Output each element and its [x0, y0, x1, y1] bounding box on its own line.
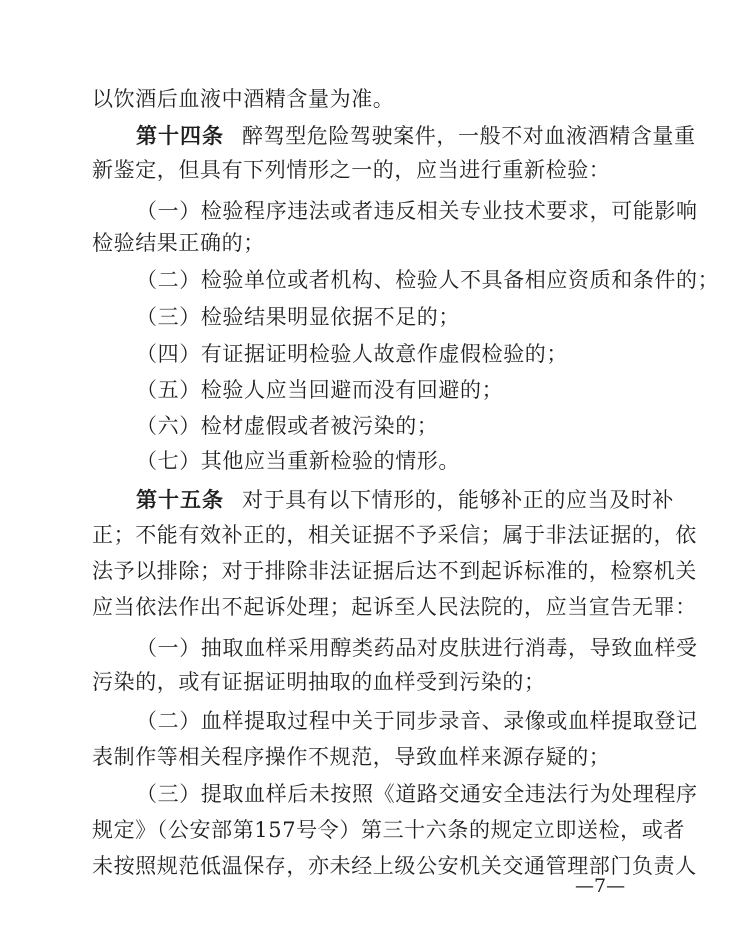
article-15-paragraph	[136, 485, 674, 515]
text-line: 应当依法作出不起诉处理；起诉至人民法院的，应当宣告无罪：	[92, 595, 697, 619]
text-line: 以饮酒后血液中酒精含量为准。	[92, 87, 395, 111]
text-line: 规定》（公安部第157号令）第三十六条的规定立即送检，或者	[92, 818, 685, 842]
list-item: （二）检验单位或者机构、检验人不具备相应资质和条件的；	[136, 268, 720, 292]
list-item: （三）检验结果明显依据不足的；	[136, 305, 460, 329]
list-item: （四）有证据证明检验人故意作虚假检验的；	[136, 342, 568, 366]
text-line: 表制作等相关程序操作不规范，导致血样来源存疑的；	[92, 745, 611, 769]
list-item: （六）检材虚假或者被污染的；	[136, 414, 439, 438]
list-item: （三）提取血样后未按照《道路交通安全违法行为处理程序	[136, 782, 698, 806]
list-item: （二）血样提取过程中关于同步录音、录像或血样提取登记	[136, 709, 698, 733]
article-heading: 第十四条	[136, 123, 224, 148]
text-line: 法予以排除；对于排除非法证据后达不到起诉标准的，检察机关	[92, 559, 697, 583]
text-line: 对于具有以下情形的，能够补正的应当及时补	[242, 488, 674, 512]
article-heading: 第十五条	[136, 487, 224, 512]
text-line: 正；不能有效补正的，相关证据不予采信；属于非法证据的，依	[92, 523, 697, 547]
list-item: （一）抽取血样采用醇类药品对皮肤进行消毒，导致血样受	[136, 636, 698, 660]
text-line: 未按照规范低温保存，亦未经上级公安机关交通管理部门负责人	[92, 854, 697, 878]
list-item: （五）检验人应当回避而没有回避的；	[136, 378, 504, 402]
article-14-paragraph	[136, 121, 696, 151]
text-line: 醉驾型危险驾驶案件，一般不对血液酒精含量重	[242, 124, 696, 148]
text-line: 检验结果正确的；	[92, 231, 265, 255]
list-item: （七）其他应当重新检验的情形。	[136, 449, 460, 473]
page-number: —7—	[575, 875, 626, 897]
list-item: （一）检验程序违法或者违反相关专业技术要求，可能影响	[136, 199, 698, 223]
text-line: 新鉴定，但具有下列情形之一的，应当进行重新检验：	[92, 158, 611, 182]
text-line: 污染的，或有证据证明抽取的血样受到污染的；	[92, 670, 546, 694]
